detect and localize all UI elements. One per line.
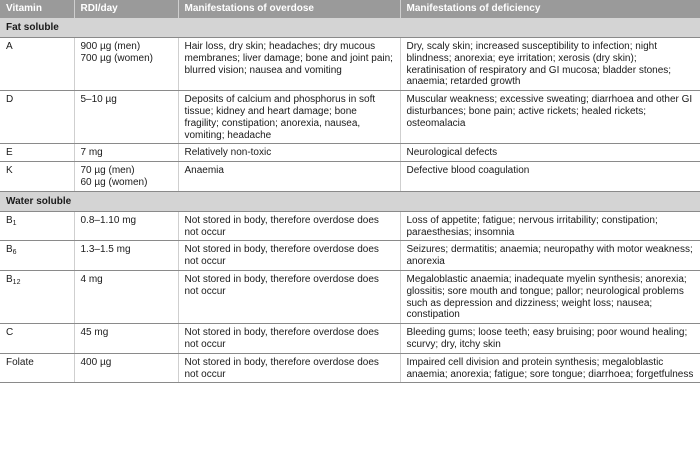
- overdose-cell: Anaemia: [178, 162, 400, 192]
- header-row: [0, 0, 700, 18]
- overdose-cell: Deposits of calcium and phosphorus in soft tissue; kidney and heart damage; bone fragility; constipation; anorexia, nausea, vomiting; headache: [178, 91, 400, 144]
- vitamin-cell: [0, 91, 74, 144]
- table-row: [0, 324, 700, 354]
- vitamin-cell: [0, 241, 74, 271]
- vitamin-name: A: [6, 41, 13, 52]
- deficiency-cell: Megaloblastic anaemia; inadequate myelin synthesis; anorexia; glossitis; sore mouth and tongue; pallor; neurological problems such as depression and dizziness; weight loss; nausea; constipation: [400, 270, 700, 323]
- vitamin-name: B: [6, 273, 13, 285]
- vitamin-cell: [0, 211, 74, 241]
- section-title: Water soluble: [0, 191, 700, 211]
- deficiency-cell: Impaired cell division and protein synthesis; megaloblastic anaemia; anorexia; fatigue; sore tongue; diarrhoea; forgetfulness: [400, 353, 700, 383]
- vitamin-cell: [0, 144, 74, 162]
- rdi-value: 60 µg (women): [80, 176, 148, 188]
- vitamin-cell: [0, 38, 74, 91]
- table-row: [0, 270, 700, 323]
- overdose-cell: Relatively non-toxic: [178, 144, 400, 162]
- section-row: [0, 191, 700, 211]
- table-row: [0, 353, 700, 383]
- header-vitamin: Vitamin: [0, 0, 74, 18]
- deficiency-cell: Defective blood coagulation: [400, 162, 700, 192]
- rdi-value: 70 µg (men): [80, 165, 135, 177]
- deficiency-cell: Seizures; dermatitis; anaemia; neuropathy with motor weakness; anorexia: [400, 241, 700, 271]
- vitamin-name: B: [6, 244, 13, 256]
- header-rdi: RDI/day: [74, 0, 178, 18]
- rdi-value: 45 mg: [80, 327, 109, 339]
- vitamin-subscript: 6: [12, 249, 17, 257]
- rdi-cell: [74, 241, 178, 271]
- deficiency-cell: Muscular weakness; excessive sweating; diarrhoea and other GI disturbances; bone pain; active rickets; healed rickets; osteomalacia: [400, 91, 700, 144]
- deficiency-cell: Bleeding gums; loose teeth; easy bruising; poor wound healing; scurvy; dry, itchy skin: [400, 324, 700, 354]
- vitamin-subscript: 12: [12, 278, 21, 286]
- rdi-cell: [74, 270, 178, 323]
- deficiency-cell: Neurological defects: [400, 144, 700, 162]
- table-row: [0, 38, 700, 91]
- rdi-value: 700 µg (women): [80, 52, 153, 64]
- vitamin-subscript: 1: [12, 219, 17, 227]
- vitamin-name: E: [6, 147, 13, 159]
- overdose-cell: Not stored in body, therefore overdose does not occur: [178, 353, 400, 383]
- deficiency-cell: Loss of appetite; fatigue; nervous irritability; constipation; paraesthesias; insomnia: [400, 211, 700, 241]
- section-title: Fat soluble: [0, 18, 700, 38]
- vitamin-cell: [0, 162, 74, 192]
- rdi-value: 900 µg (men): [80, 41, 141, 52]
- deficiency-cell: Dry, scaly skin; increased susceptibility to infection; night blindness; anorexia; eye irritation; xerosis (dry skin); keratinisation of respiratory and GI mucosa; bladder stones; anaemia; retarded growth: [400, 38, 700, 91]
- rdi-value: 5–10 µg: [80, 94, 117, 106]
- vitamin-cell: [0, 324, 74, 354]
- rdi-value: 7 mg: [80, 147, 103, 159]
- section-row: [0, 18, 700, 38]
- vitamin-cell: [0, 353, 74, 383]
- rdi-cell: [74, 353, 178, 383]
- overdose-cell: Not stored in body, therefore overdose does not occur: [178, 324, 400, 354]
- header-overdose: Manifestations of overdose: [178, 0, 400, 18]
- rdi-cell: [74, 211, 178, 241]
- rdi-value: 4 mg: [80, 273, 103, 285]
- table-row: [0, 144, 700, 162]
- vitamin-cell: [0, 270, 74, 323]
- table-row: [0, 211, 700, 241]
- vitamin-name: B: [6, 214, 13, 226]
- table-row: [0, 241, 700, 271]
- rdi-cell: [74, 324, 178, 354]
- vitamin-name: D: [6, 94, 14, 106]
- vitamin-name: K: [6, 165, 13, 177]
- overdose-cell: Not stored in body, therefore overdose does not occur: [178, 211, 400, 241]
- vitamin-name: Folate: [6, 356, 34, 368]
- vitamin-name: C: [6, 327, 14, 339]
- rdi-cell: [74, 144, 178, 162]
- overdose-cell: Not stored in body, therefore overdose does not occur: [178, 270, 400, 323]
- table-row: [0, 91, 700, 144]
- table-row: [0, 162, 700, 192]
- table-body: [0, 18, 700, 383]
- rdi-cell: [74, 162, 178, 192]
- rdi-value: 0.8–1.10 mg: [80, 214, 137, 226]
- rdi-cell: [74, 91, 178, 144]
- rdi-value: 400 µg: [80, 356, 112, 368]
- rdi-value: 1.3–1.5 mg: [80, 244, 131, 256]
- header-deficiency: Manifestations of deficiency: [400, 0, 700, 18]
- overdose-cell: Hair loss, dry skin; headaches; dry mucous membranes; liver damage; bone and joint pain; blurred vision; nausea and vomiting: [178, 38, 400, 91]
- rdi-cell: [74, 38, 178, 91]
- overdose-cell: Not stored in body, therefore overdose does not occur: [178, 241, 400, 271]
